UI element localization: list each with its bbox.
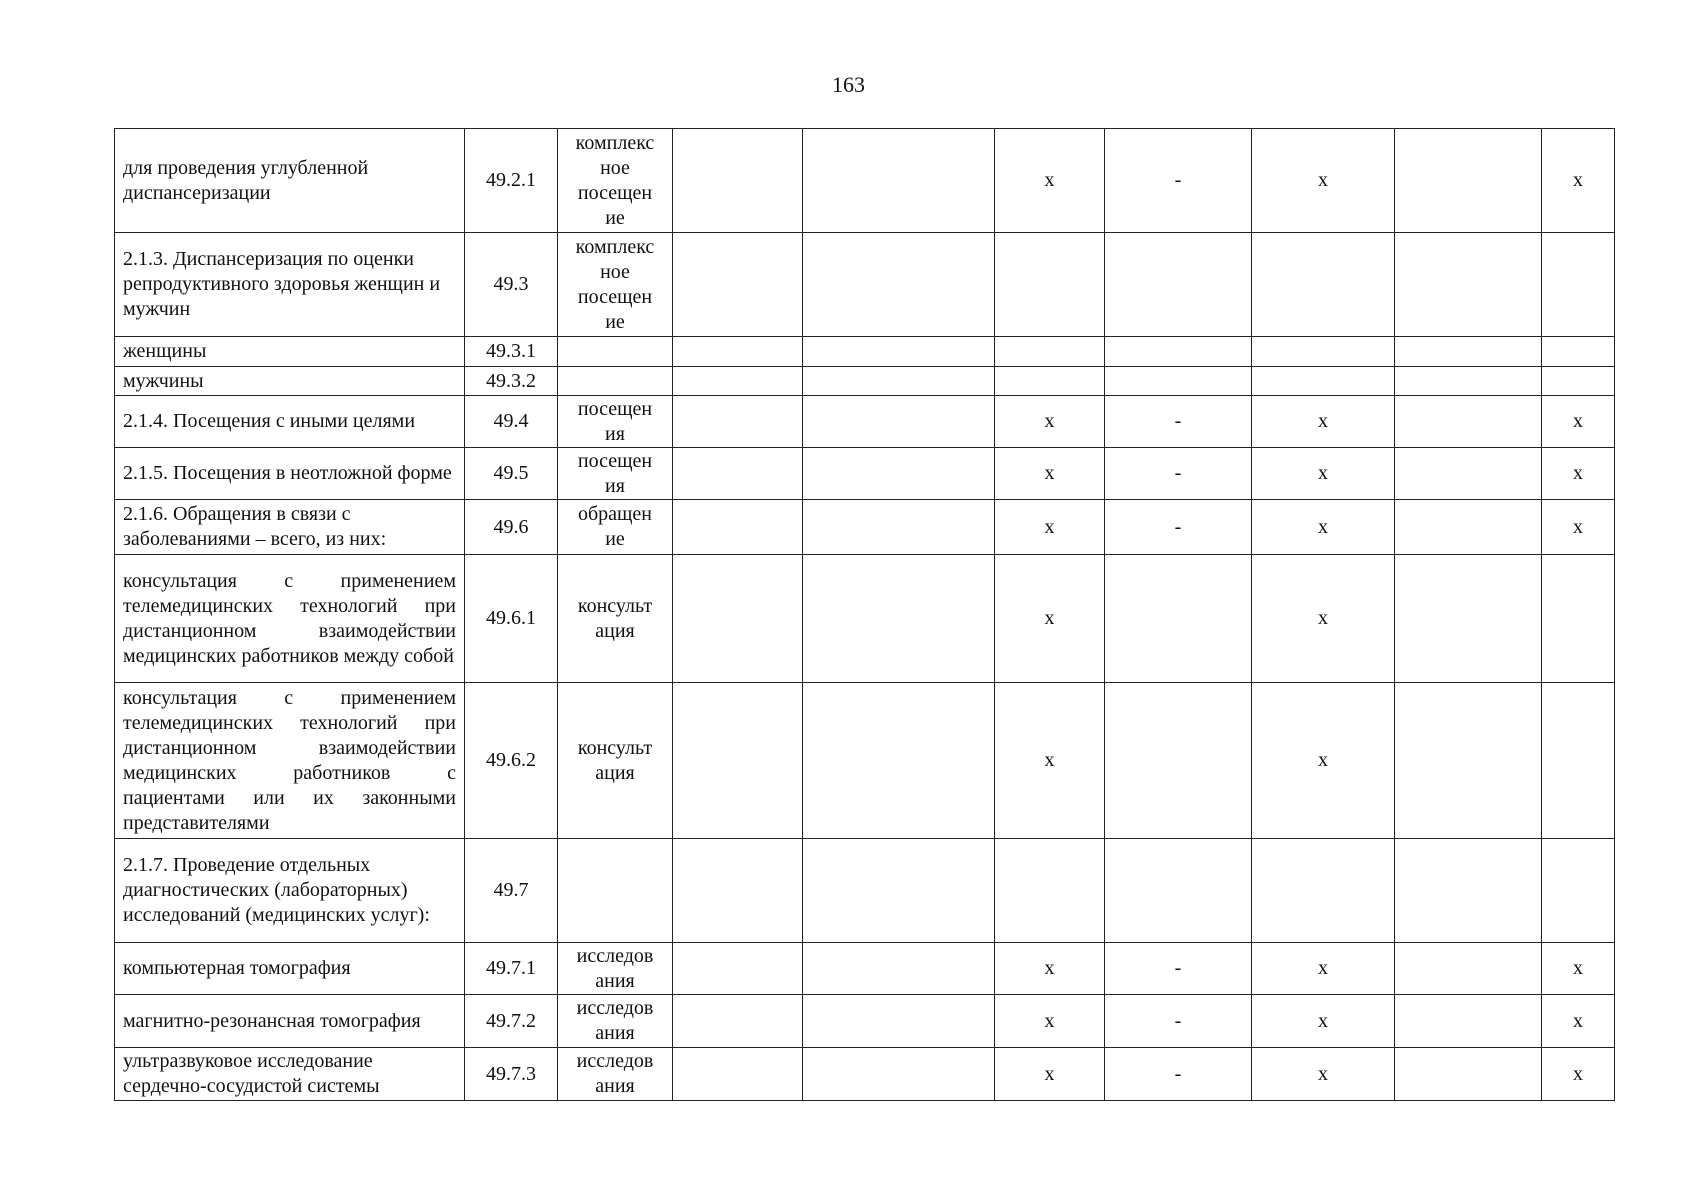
cell-col-8: х	[1252, 396, 1395, 448]
cell-col-8: х	[1252, 555, 1395, 683]
table-row	[115, 1048, 1615, 1101]
row-unit: комплекс ное посещен ие	[558, 129, 673, 233]
cell-col-8: х	[1252, 129, 1395, 233]
cell-col-4	[673, 129, 803, 233]
row-code: 49.4	[465, 396, 558, 448]
cell-col-5	[803, 367, 995, 396]
row-unit: исследов ания	[558, 943, 673, 995]
cell-col-5	[803, 129, 995, 233]
cell-col-10	[1542, 233, 1615, 337]
cell-col-4	[673, 448, 803, 500]
cell-col-10: х	[1542, 943, 1615, 995]
cell-col-5	[803, 448, 995, 500]
cell-col-7: -	[1105, 129, 1252, 233]
row-unit: исследов ания	[558, 995, 673, 1048]
cell-col-7: -	[1105, 500, 1252, 555]
cell-col-10	[1542, 839, 1615, 943]
row-name: женщины	[115, 337, 465, 367]
cell-col-5	[803, 337, 995, 367]
cell-col-10: х	[1542, 396, 1615, 448]
cell-col-9	[1395, 995, 1542, 1048]
cell-col-6: х	[995, 555, 1105, 683]
cell-col-10: х	[1542, 500, 1615, 555]
row-name: 2.1.5. Посещения в неотложной форме	[115, 448, 465, 500]
cell-col-6: х	[995, 683, 1105, 839]
cell-col-10: х	[1542, 1048, 1615, 1101]
row-name: консультация с применением телемедицинских технологий при дистанционном взаимодействии медицинских работников между собой	[115, 555, 465, 683]
cell-col-5	[803, 943, 995, 995]
row-code: 49.7.3	[465, 1048, 558, 1101]
cell-col-4	[673, 943, 803, 995]
cell-col-8: х	[1252, 448, 1395, 500]
cell-col-8	[1252, 233, 1395, 337]
cell-col-8: х	[1252, 995, 1395, 1048]
cell-col-8	[1252, 839, 1395, 943]
cell-col-9	[1395, 129, 1542, 233]
cell-col-9	[1395, 943, 1542, 995]
table-row	[115, 396, 1615, 448]
cell-col-4	[673, 367, 803, 396]
cell-col-9	[1395, 233, 1542, 337]
table-body	[115, 129, 1615, 1101]
cell-col-9	[1395, 337, 1542, 367]
cell-col-7	[1105, 683, 1252, 839]
cell-col-7	[1105, 337, 1252, 367]
row-code: 49.7.2	[465, 995, 558, 1048]
table-row	[115, 839, 1615, 943]
cell-col-6	[995, 337, 1105, 367]
cell-col-8	[1252, 367, 1395, 396]
cell-col-4	[673, 839, 803, 943]
cell-col-4	[673, 1048, 803, 1101]
row-unit: посещен ия	[558, 448, 673, 500]
cell-col-9	[1395, 683, 1542, 839]
cell-col-9	[1395, 396, 1542, 448]
row-unit: исследов ания	[558, 1048, 673, 1101]
cell-col-5	[803, 683, 995, 839]
cell-col-9	[1395, 1048, 1542, 1101]
row-name: мужчины	[115, 367, 465, 396]
cell-col-8: х	[1252, 1048, 1395, 1101]
cell-col-5	[803, 233, 995, 337]
row-unit	[558, 367, 673, 396]
cell-col-7: -	[1105, 943, 1252, 995]
cell-col-8: х	[1252, 500, 1395, 555]
row-name: компьютерная томография	[115, 943, 465, 995]
cell-col-6	[995, 233, 1105, 337]
cell-col-6	[995, 839, 1105, 943]
cell-col-9	[1395, 367, 1542, 396]
cell-col-7: -	[1105, 995, 1252, 1048]
cell-col-9	[1395, 555, 1542, 683]
cell-col-6: х	[995, 995, 1105, 1048]
table-row	[115, 337, 1615, 367]
cell-col-8: х	[1252, 683, 1395, 839]
table-row	[115, 943, 1615, 995]
cell-col-10: х	[1542, 448, 1615, 500]
cell-col-4	[673, 555, 803, 683]
cell-col-5	[803, 396, 995, 448]
cell-col-9	[1395, 839, 1542, 943]
row-name: для проведения углубленной диспансеризации	[115, 129, 465, 233]
row-unit	[558, 337, 673, 367]
row-name: ультразвуковое исследование сердечно-сосудистой системы	[115, 1048, 465, 1101]
row-code: 49.7.1	[465, 943, 558, 995]
cell-col-9	[1395, 448, 1542, 500]
cell-col-7: -	[1105, 1048, 1252, 1101]
cell-col-4	[673, 337, 803, 367]
cell-col-4	[673, 683, 803, 839]
cell-col-10: х	[1542, 995, 1615, 1048]
table-row	[115, 233, 1615, 337]
cell-col-7	[1105, 555, 1252, 683]
row-code: 49.5	[465, 448, 558, 500]
table-row	[115, 683, 1615, 839]
row-name: консультация с применением телемедицинских технологий при дистанционном взаимодействии медицинских работников с пациентами или их законными представителями	[115, 683, 465, 839]
cell-col-10	[1542, 367, 1615, 396]
row-unit: обращен ие	[558, 500, 673, 555]
cell-col-6: х	[995, 448, 1105, 500]
row-name: 2.1.3. Диспансеризация по оценки репродуктивного здоровья женщин и мужчин	[115, 233, 465, 337]
row-unit: посещен ия	[558, 396, 673, 448]
row-code: 49.3.1	[465, 337, 558, 367]
row-name: 2.1.4. Посещения с иными целями	[115, 396, 465, 448]
cell-col-5	[803, 995, 995, 1048]
cell-col-10: х	[1542, 129, 1615, 233]
cell-col-10	[1542, 555, 1615, 683]
cell-col-6: х	[995, 500, 1105, 555]
cell-col-4	[673, 500, 803, 555]
row-unit: консульт ация	[558, 683, 673, 839]
cell-col-7: -	[1105, 448, 1252, 500]
cell-col-7: -	[1105, 396, 1252, 448]
cell-col-8: х	[1252, 943, 1395, 995]
cell-col-6: х	[995, 943, 1105, 995]
row-code: 49.3	[465, 233, 558, 337]
cell-col-5	[803, 500, 995, 555]
table-row	[115, 129, 1615, 233]
cell-col-5	[803, 1048, 995, 1101]
cell-col-9	[1395, 500, 1542, 555]
table-row	[115, 367, 1615, 396]
row-name: 2.1.6. Обращения в связи с заболеваниями – всего, из них:	[115, 500, 465, 555]
row-code: 49.6	[465, 500, 558, 555]
table-row	[115, 995, 1615, 1048]
cell-col-6: х	[995, 396, 1105, 448]
row-unit: комплекс ное посещен ие	[558, 233, 673, 337]
cell-col-5	[803, 839, 995, 943]
row-code: 49.6.2	[465, 683, 558, 839]
cell-col-7	[1105, 839, 1252, 943]
cell-col-4	[673, 396, 803, 448]
cell-col-4	[673, 995, 803, 1048]
cell-col-10	[1542, 683, 1615, 839]
row-unit	[558, 839, 673, 943]
row-code: 49.2.1	[465, 129, 558, 233]
cell-col-7	[1105, 233, 1252, 337]
row-unit: консульт ация	[558, 555, 673, 683]
data-table	[114, 128, 1615, 1101]
cell-col-8	[1252, 337, 1395, 367]
cell-col-6: х	[995, 129, 1105, 233]
cell-col-4	[673, 233, 803, 337]
row-code: 49.3.2	[465, 367, 558, 396]
cell-col-5	[803, 555, 995, 683]
table-row	[115, 555, 1615, 683]
page-number: 163	[832, 72, 865, 97]
cell-col-7	[1105, 367, 1252, 396]
table-row	[115, 448, 1615, 500]
row-name: магнитно-резонансная томография	[115, 995, 465, 1048]
cell-col-10	[1542, 337, 1615, 367]
row-code: 49.7	[465, 839, 558, 943]
row-name: 2.1.7. Проведение отдельных диагностических (лабораторных) исследований (медицинских услуг):	[115, 839, 465, 943]
cell-col-6	[995, 367, 1105, 396]
table-row	[115, 500, 1615, 555]
cell-col-6: х	[995, 1048, 1105, 1101]
row-code: 49.6.1	[465, 555, 558, 683]
